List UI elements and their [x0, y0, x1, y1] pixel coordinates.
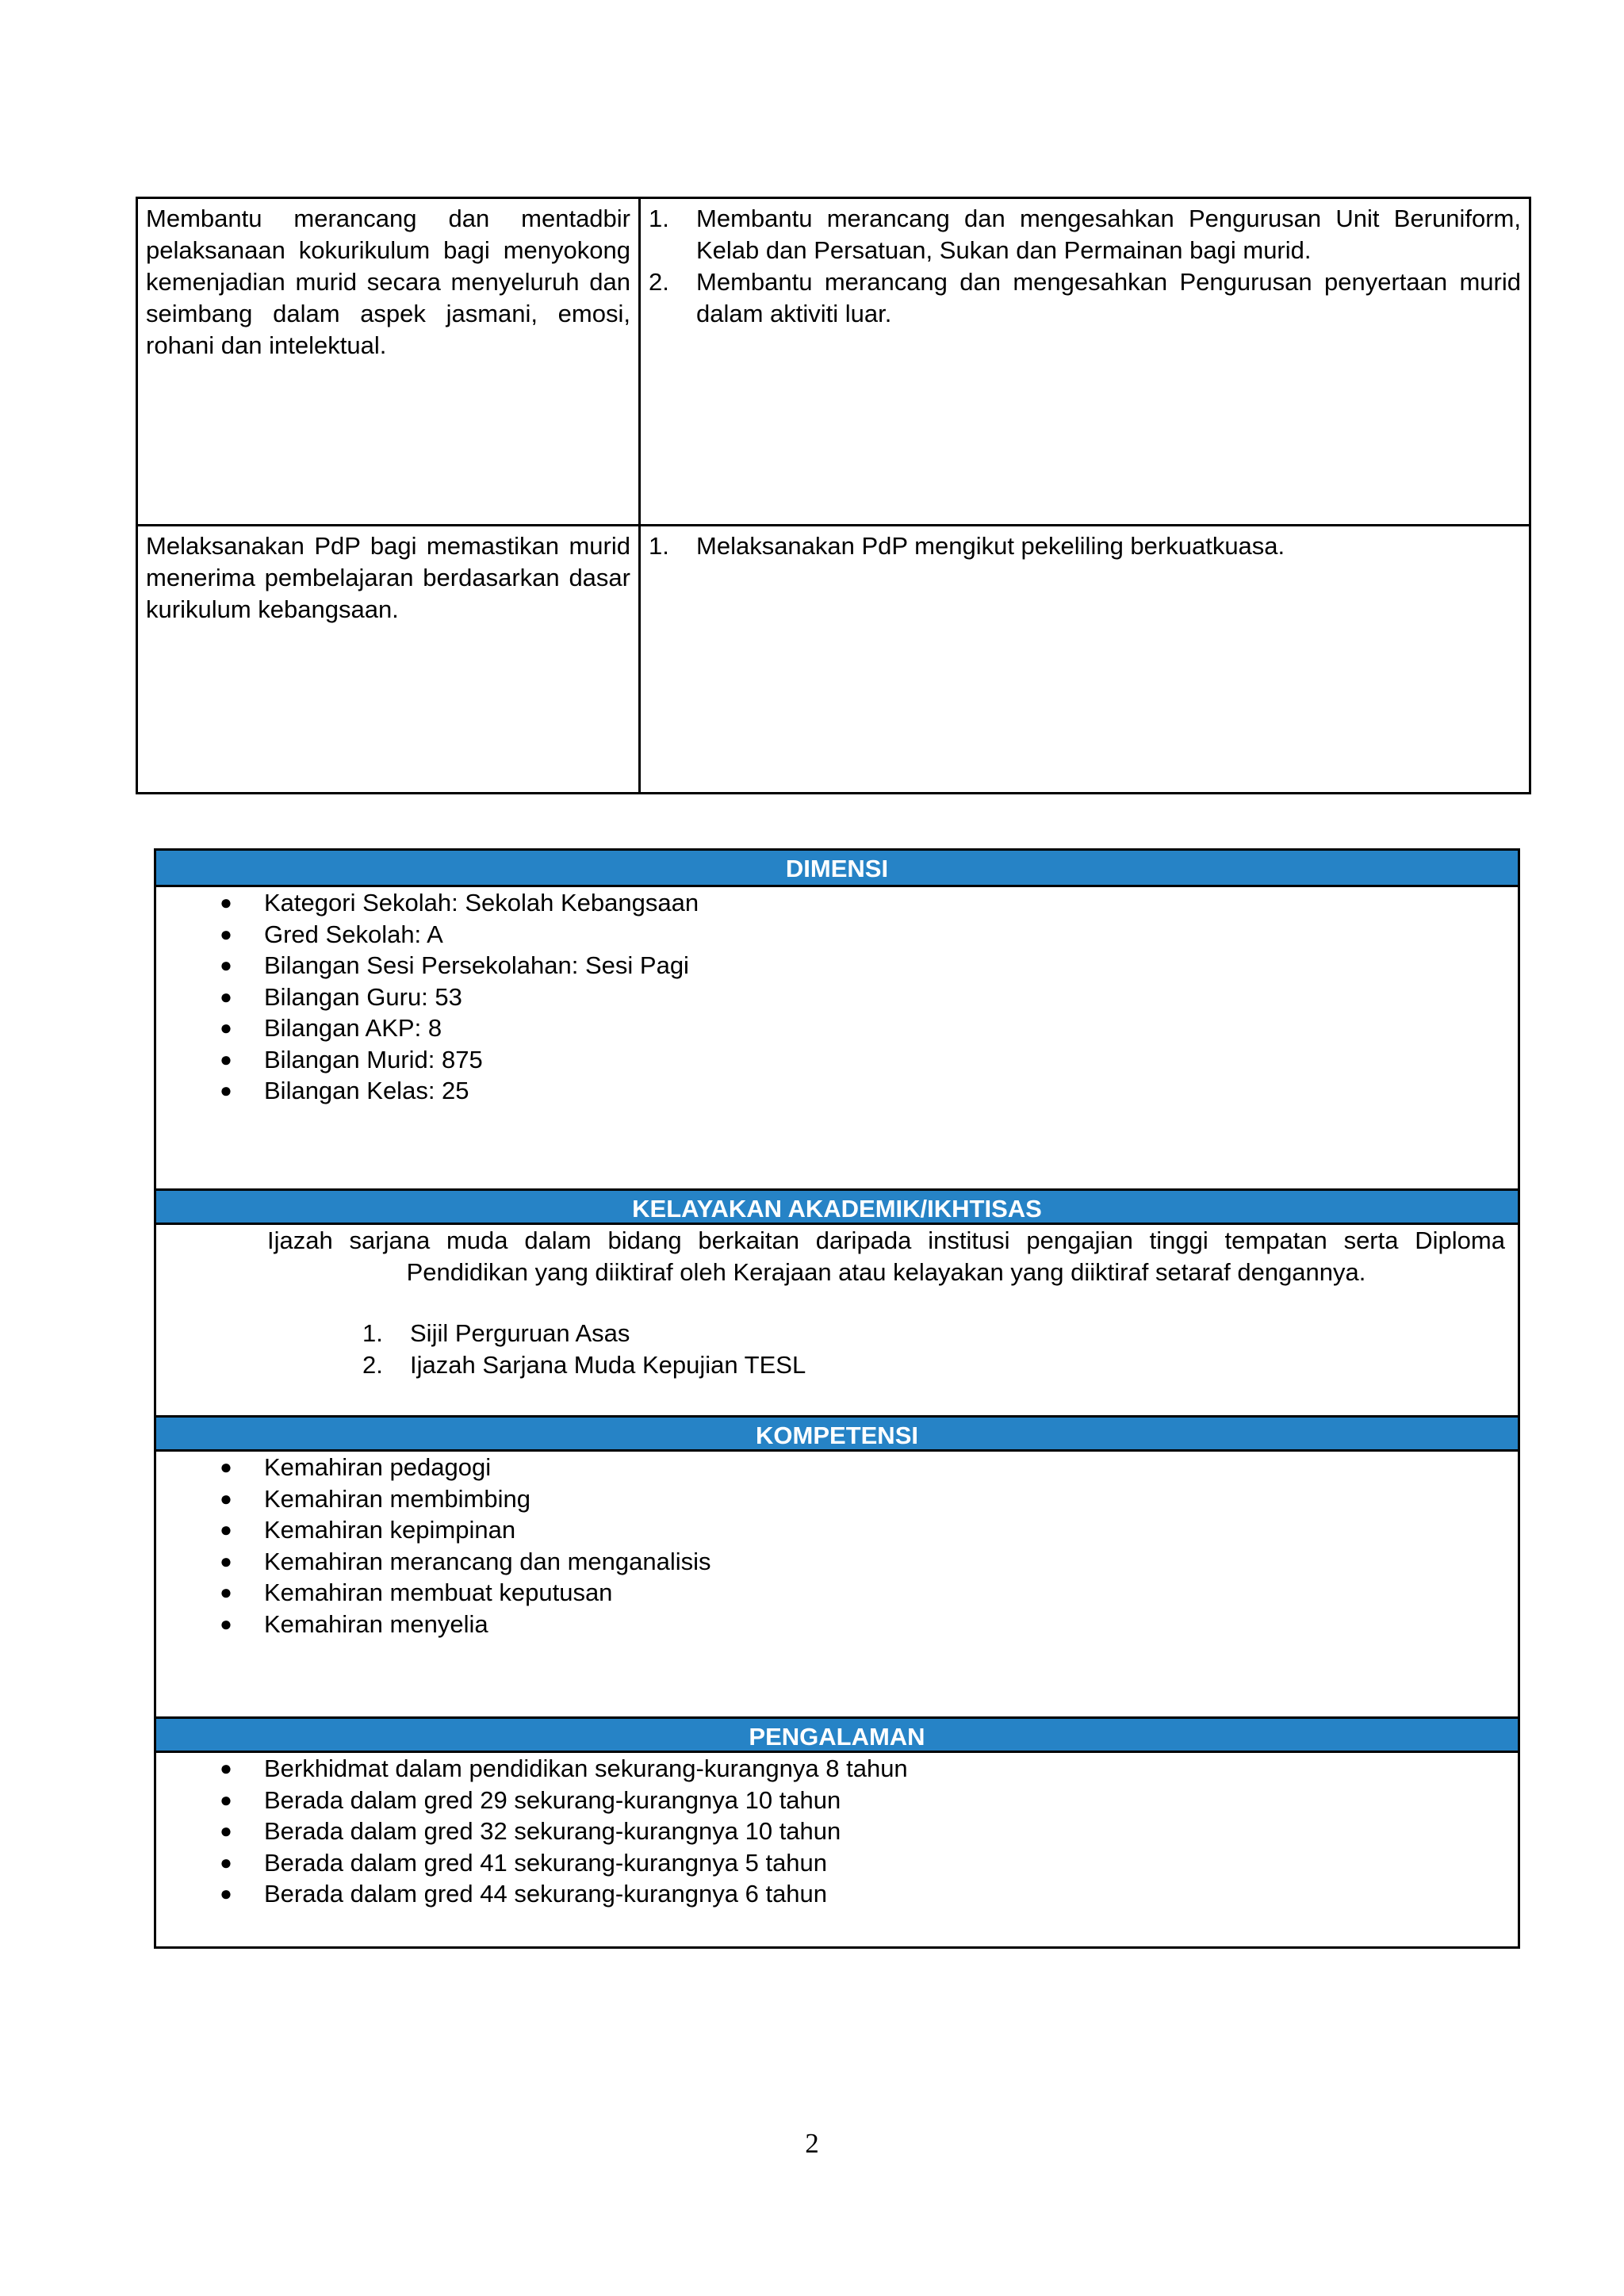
item-text: Kemahiran membimbing — [264, 1484, 530, 1513]
item-text: Bilangan Murid: 875 — [264, 1045, 483, 1073]
bullet-icon: ● — [220, 1580, 232, 1604]
item-number: 1. — [649, 532, 669, 560]
activity-list-2 — [649, 530, 1521, 562]
bullet-icon: ● — [220, 1548, 232, 1573]
item-text: Kemahiran pedagogi — [264, 1453, 492, 1481]
item-text: Bilangan Guru: 53 — [264, 982, 462, 1011]
list-item — [156, 1577, 1518, 1609]
item-number: 1. — [649, 205, 669, 232]
bullet-icon: ● — [220, 890, 232, 914]
pengalaman-list — [156, 1753, 1518, 1910]
list-item — [156, 1075, 1518, 1107]
dimensi-list — [156, 887, 1518, 1107]
item-text: Bilangan Sesi Persekolahan: Sesi Pagi — [264, 951, 689, 979]
item-text: Membantu merancang dan mengesahkan Pengurusan penyertaan murid dalam aktiviti luar. — [696, 268, 1521, 327]
item-text: Bilangan Kelas: 25 — [264, 1077, 469, 1104]
item-text: Berada dalam gred 32 sekurang-kurangnya 10 tahun — [264, 1817, 841, 1845]
bullet-icon: ● — [220, 1047, 232, 1071]
dimensi-section — [156, 887, 1518, 1188]
item-text: Kemahiran membuat keputusan — [264, 1578, 613, 1606]
kelayakan-paragraph: Ijazah sarjana muda dalam bidang berkaitan daripada institusi pengajian tinggi tempatan serta Diploma Pendidikan yang diiktiraf oleh Kerajaan atau kelayakan yang diiktiraf setaraf dengannya. — [267, 1226, 1505, 1286]
item-text: Melaksanakan PdP mengikut pekeliling berkuatkuasa. — [696, 532, 1285, 560]
list-item — [156, 1609, 1518, 1640]
list-item — [156, 1318, 1518, 1349]
bullet-icon: ● — [220, 1850, 232, 1874]
list-item — [156, 1878, 1518, 1910]
list-item — [156, 1546, 1518, 1578]
list-item — [156, 1483, 1518, 1515]
list-item — [156, 1816, 1518, 1847]
task-description-1: Membantu merancang dan mentadbir pelaksanaan kokurikulum bagi menyokong kemenjadian murid secara menyeluruh dan seimbang dalam aspek jasmani, emosi, rohani dan intelektual. — [146, 205, 630, 359]
kelayakan-heading: KELAYAKAN AKADEMIK/IKHTISAS — [156, 1188, 1518, 1225]
bullet-icon: ● — [220, 1787, 232, 1812]
list-item — [156, 982, 1518, 1013]
task-cell-1 — [138, 199, 641, 526]
list-item — [649, 203, 1521, 266]
list-item — [156, 1847, 1518, 1879]
bullet-icon: ● — [220, 1881, 232, 1905]
activity-list-1 — [649, 203, 1521, 330]
bullet-icon: ● — [220, 1611, 232, 1636]
bullet-icon: ● — [220, 1517, 232, 1541]
bullet-icon: ● — [220, 1078, 232, 1102]
tasks-table — [136, 197, 1531, 794]
item-text: Kemahiran menyelia — [264, 1609, 488, 1638]
task-cell-2 — [138, 526, 641, 792]
item-text: Kemahiran kepimpinan — [264, 1516, 516, 1544]
item-text: Berada dalam gred 44 sekurang-kurangnya 6 tahun — [264, 1880, 828, 1908]
activity-cell-1 — [641, 199, 1529, 526]
list-item — [156, 919, 1518, 951]
list-item — [156, 1785, 1518, 1816]
page-number: 2 — [805, 2128, 819, 2159]
pengalaman-heading: PENGALAMAN — [156, 1716, 1518, 1753]
kompetensi-section — [156, 1452, 1518, 1716]
item-text: Membantu merancang dan mengesahkan Pengurusan Unit Beruniform, Kelab dan Persatuan, Sukan dan Permainan bagi murid. — [696, 205, 1521, 264]
bullet-icon: ● — [220, 1016, 232, 1039]
item-text: Gred Sekolah: A — [264, 920, 443, 948]
bullet-icon: ● — [220, 1756, 232, 1780]
item-number: 2. — [649, 268, 669, 296]
pengalaman-section — [156, 1753, 1518, 1910]
list-item — [156, 1012, 1518, 1044]
activity-cell-2 — [641, 526, 1529, 792]
item-number: 1. — [362, 1319, 383, 1347]
kelayakan-section — [156, 1225, 1518, 1415]
item-text: Sijil Perguruan Asas — [410, 1319, 630, 1347]
item-text: Berada dalam gred 29 sekurang-kurangnya 10 tahun — [264, 1785, 841, 1814]
list-item — [156, 1514, 1518, 1546]
job-spec-table — [154, 848, 1520, 1949]
list-item — [156, 1753, 1518, 1785]
dimensi-heading: DIMENSI — [156, 851, 1518, 887]
bullet-icon: ● — [220, 1819, 232, 1843]
list-item — [156, 1452, 1518, 1483]
kelayakan-list — [156, 1318, 1518, 1380]
item-text: Berkhidmat dalam pendidikan sekurang-kurangnya 8 tahun — [264, 1755, 908, 1782]
bullet-icon: ● — [220, 1486, 232, 1510]
item-text: Bilangan AKP: 8 — [264, 1014, 442, 1042]
kompetensi-list — [156, 1452, 1518, 1640]
bullet-icon: ● — [220, 921, 232, 946]
list-item — [156, 950, 1518, 982]
list-item — [156, 1044, 1518, 1076]
item-text: Kemahiran merancang dan menganalisis — [264, 1547, 711, 1575]
bullet-icon: ● — [220, 1455, 232, 1479]
bullet-icon: ● — [220, 953, 232, 977]
item-text: Ijazah Sarjana Muda Kepujian TESL — [410, 1350, 806, 1379]
item-number: 2. — [362, 1350, 383, 1379]
list-item — [156, 887, 1518, 919]
list-item — [649, 266, 1521, 330]
kompetensi-heading: KOMPETENSI — [156, 1415, 1518, 1452]
item-text: Berada dalam gred 41 sekurang-kurangnya 5 tahun — [264, 1848, 828, 1877]
list-item — [649, 530, 1521, 562]
list-item — [156, 1349, 1518, 1381]
item-text: Kategori Sekolah: Sekolah Kebangsaan — [264, 889, 699, 916]
bullet-icon: ● — [220, 984, 232, 1008]
task-description-2: Melaksanakan PdP bagi memastikan murid menerima pembelajaran berdasarkan dasar kurikulum kebangsaan. — [146, 532, 630, 623]
